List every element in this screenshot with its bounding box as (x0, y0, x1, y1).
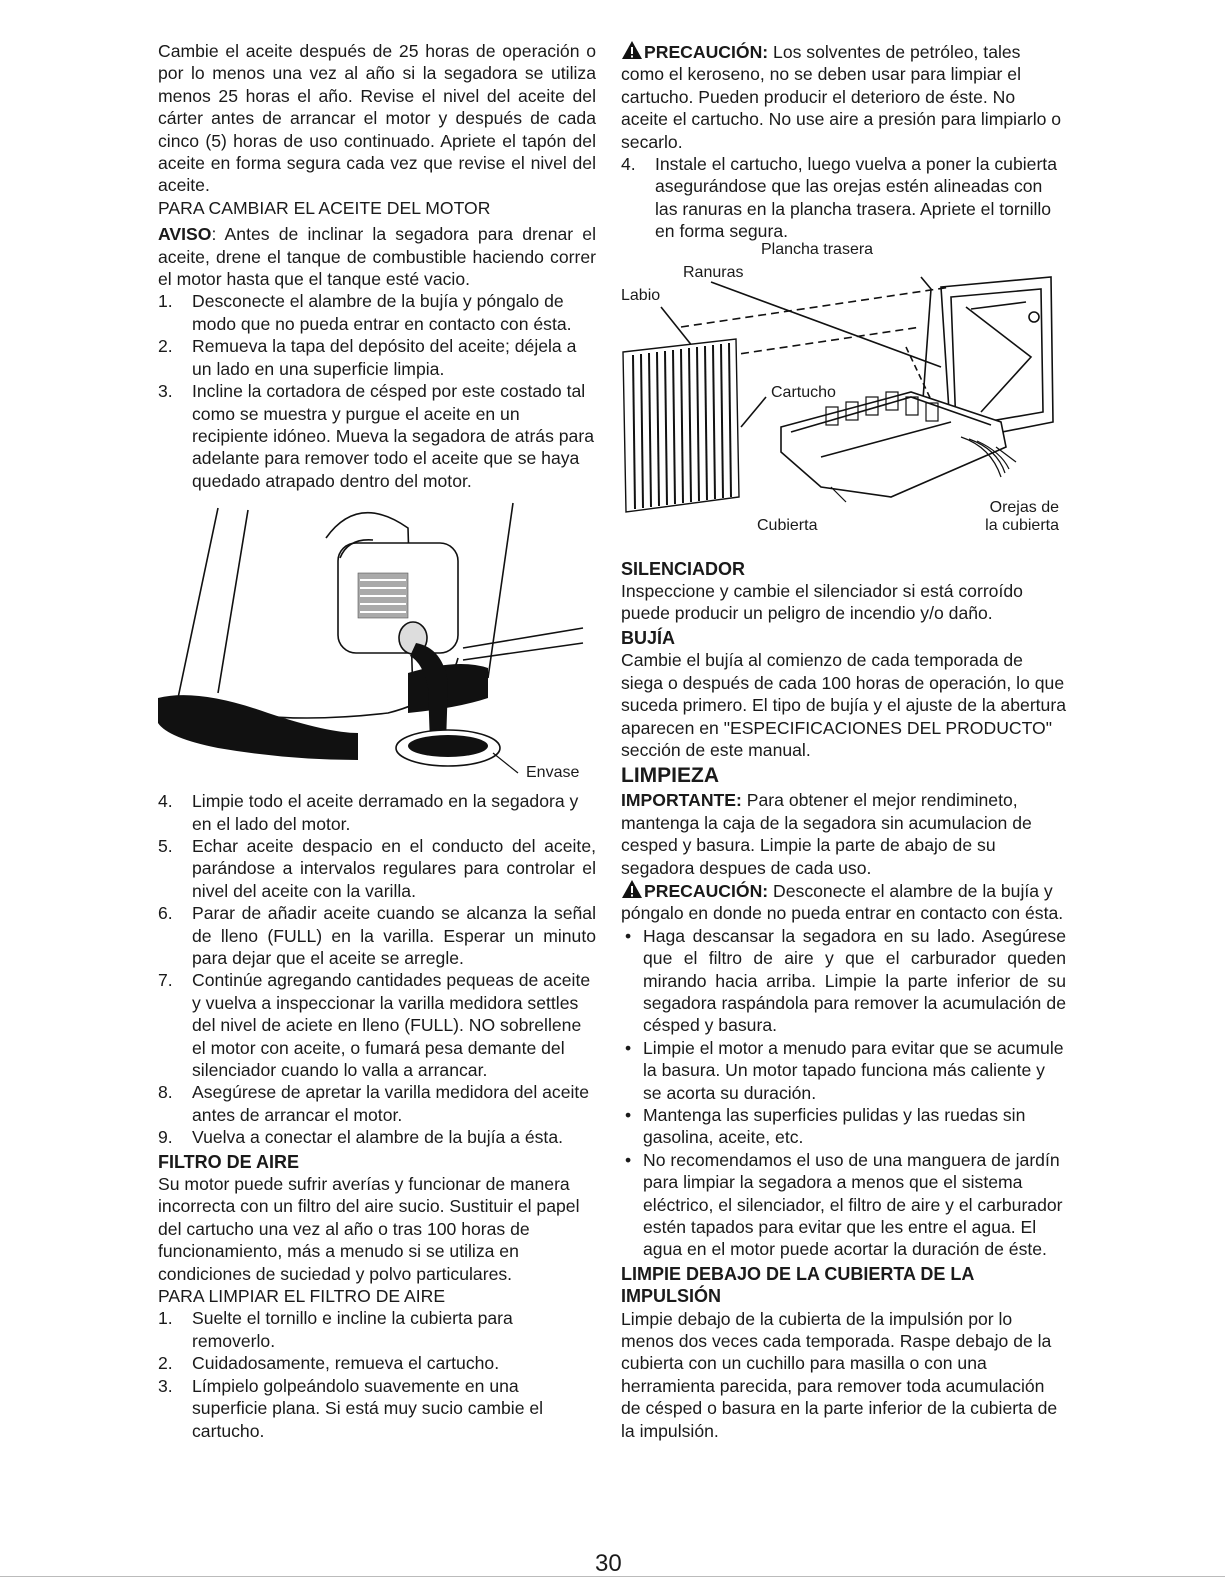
bullet-text: Limpie el motor a menudo para evitar que se acumule la basura. Un motor tapado funciona más caliente y se acorta su duración. (643, 1037, 1064, 1103)
warning-icon (621, 40, 643, 60)
step-text: Cuidadosamente, remueva el cartucho. (192, 1353, 500, 1374)
step-number: 3. (158, 1375, 173, 1396)
page-number: 30 (595, 1550, 622, 1577)
step-number: 9. (158, 1127, 173, 1148)
list-item (158, 969, 596, 1081)
oil-change-intro: Cambie el aceite después de 25 horas de operación o por lo menos una vez al año si la segadora se utiliza menos 25 horas el año. Revise el nivel del aceite del cárter antes de arrancar el motor y después de cada cinco (5) horas de uso continuado. Apriete el tapón del aceite en forma segura cada vez que revise el nivel del aceite. (158, 41, 596, 196)
list-item (158, 1307, 596, 1352)
list-item (158, 902, 596, 969)
oil-steps-list-b (158, 790, 596, 1149)
cover-label: Cubierta (757, 516, 818, 534)
list-item (158, 1375, 596, 1442)
spark-plug-heading: BUJÍA (621, 627, 676, 648)
list-item (621, 925, 1066, 1037)
muffler-heading: SILENCIADOR (621, 558, 746, 579)
step-text: Echar aceite despacio en el conducto del aceite, parándose a intervalos regulares para controlar el nivel del aceite con la varilla. (192, 835, 596, 901)
list-item (158, 790, 596, 835)
filter-steps-list (158, 1307, 596, 1441)
list-item (158, 290, 596, 335)
muffler-text: Inspeccione y cambie el silenciador si está corroído puede producir un peligro de incendio y/o daño. (621, 581, 1023, 624)
important-text: Para obtener el mejor rendimineto, mantenga la caja de la segadora sin acumulacion de cesped y basura. Limpie la parte de abajo de su segadora despues de cada uso. (621, 790, 1032, 878)
slots-label: Ranuras (683, 263, 744, 281)
step-text: Límpielo golpeándolo suavemente en una superficie plana. Si está muy sucio cambie el cartucho. (192, 1375, 544, 1441)
bullet-icon: • (625, 1037, 632, 1058)
step-number: 4. (158, 791, 173, 812)
list-item (158, 835, 596, 902)
step-text: Desconecte el alambre de la bujía y póngalo de modo que no pueda entrar en contacto con ésta. (192, 291, 572, 334)
caution-label: PRECAUCIÓN: (644, 880, 769, 901)
bottom-divider (0, 1576, 1225, 1577)
caution-paragraph-1 (621, 40, 1066, 153)
container-label: Envase (526, 764, 580, 782)
filter-steps-list-2 (621, 153, 1066, 243)
lip-label: Labio (621, 286, 661, 304)
list-item (158, 380, 596, 492)
step-text: Continúe agregando cantidades pequeas de aceite y vuelva a inspeccionar la varilla medidora settles del nivel de aciete en lleno (FULL). NO sobrellene el motor con aceite, o fumará pesa demante del silenciador cuando lo valla a arrancar. (192, 970, 591, 1080)
step-text: Incline la cortadora de césped por este costado tal como se muestra y purgue el aceite en un recipiente idóneo. Mueva la segadora de atrás para adelante para remover todo el aceite que se haya quedado atrapado dentro del motor. (192, 381, 594, 491)
step-text: Vuelva a conectar el alambre de la bujía a ésta. (192, 1127, 563, 1148)
list-item (158, 1352, 596, 1374)
back-plate-label: Plancha trasera (761, 240, 874, 258)
cover-tabs-label-line1: Orejas de (989, 498, 1059, 516)
caution-text: Desconecte el alambre de la bujía y póngalo en donde no pueda entrar en contacto con ésta. (621, 880, 1064, 924)
list-item (621, 1037, 1066, 1104)
cleaning-bullets (621, 925, 1066, 1261)
bullet-text: Mantenga las superficies pulidas y las ruedas sin gasolina, aceite, etc. (643, 1105, 1026, 1148)
important-label: IMPORTANTE: (621, 790, 742, 811)
important-paragraph (621, 789, 1066, 879)
step-text: Limpie todo el aceite derramado en la segadora y en el lado del motor. (192, 791, 579, 834)
oil-drain-illustration (158, 498, 588, 786)
list-item (158, 335, 596, 380)
list-item (158, 1081, 596, 1126)
bullet-text: No recomendamos el uso de una manguera de jardín para limpiar la segadora a menos que el sistema eléctrico, el silenciador, el filtro de aire y el carburador estén tapados para evitar que les entre el agua. El agua en el motor puede acortar la duración de éste. (643, 1149, 1063, 1260)
step-number: 4. (621, 154, 636, 175)
step-text: Instale el cartucho, luego vuelva a poner la cubierta asegurándose que las orejas estén alineadas con las ranuras en la plancha trasera. Apriete el tornillo en forma segura. (655, 154, 1057, 242)
notice-paragraph (158, 223, 596, 290)
list-item (621, 153, 1066, 243)
step-number: 7. (158, 970, 173, 991)
step-number: 8. (158, 1082, 173, 1103)
air-filter-heading: FILTRO DE AIRE (158, 1151, 299, 1172)
caution-label: PRECAUCIÓN: (644, 42, 769, 62)
notice-label: AVISO (158, 224, 212, 245)
step-text: Remueva la tapa del depósito del aceite; déjela a un lado en una superficie limpia. (192, 336, 577, 379)
cover-tabs-label-line2: la cubierta (985, 516, 1059, 534)
step-number: 3. (158, 381, 173, 402)
oil-drain-figure (158, 498, 588, 786)
step-number: 1. (158, 1308, 173, 1329)
air-filter-figure (621, 240, 1061, 552)
cartridge-label: Cartucho (771, 383, 836, 401)
left-column (158, 40, 596, 1442)
clean-filter-heading: PARA LIMPIAR EL FILTRO DE AIRE (158, 1286, 446, 1307)
step-text: Suelte el tornillo e incline la cubierta para removerlo. (192, 1308, 513, 1351)
deck-cleaning-text: Limpie debajo de la cubierta de la impulsión por lo menos dos veces cada temporada. Raspe debajo de la cubierta con un cuchillo para masilla o con una herramienta parecida, para remover toda acumulación de césped o basura en la parte inferior de la cubierta de la impulsión. (621, 1308, 1058, 1441)
bullet-icon: • (625, 925, 632, 946)
deck-cleaning-heading: LIMPIE DEBAJO DE LA CUBIERTA DE LA IMPULSIÓN (621, 1263, 974, 1307)
step-number: 2. (158, 336, 173, 357)
step-number: 2. (158, 1353, 173, 1374)
bullet-icon: • (625, 1105, 632, 1125)
spark-plug-text: Cambie el bujía al comienzo de cada temporada de siega o después de cada 100 horas de operación, lo que suceda primero. El tipo de bujía y el ajuste de la abertura aparecen en "ESPECIFICACIONES DEL PRODUCTO" sección de este manual. (621, 650, 1066, 760)
step-number: 5. (158, 835, 173, 856)
step-text: Asegúrese de apretar la varilla medidora del aceite antes de arrancar el motor. (192, 1082, 590, 1125)
cleaning-heading: LIMPIEZA (621, 764, 719, 788)
caution-text: Los solventes de petróleo, tales como el keroseno, no se deben usar para limpiar el cartucho. Pueden producir el deterioro de éste. No aceite el cartucho. No use aire a presión para limpiarlo o secarlo. (621, 42, 1062, 152)
oil-steps-list-a (158, 290, 596, 492)
warning-icon (621, 879, 643, 899)
list-item (158, 1126, 596, 1148)
change-oil-heading: PARA CAMBIAR EL ACEITE DEL MOTOR (158, 197, 491, 218)
list-item (621, 1149, 1066, 1261)
caution-paragraph-2 (621, 879, 1066, 925)
step-number: 1. (158, 291, 173, 312)
air-filter-text: Su motor puede sufrir averías y funcionar de manera incorrecta con un filtro del aire sucio. Sustituir el papel del cartucho una vez al año o tras 100 horas de funcionamiento, más a menudo si se utiliza en condiciones de suciedad y polvo particulares. (158, 1174, 580, 1284)
list-item (621, 1104, 1066, 1149)
bullet-icon: • (625, 1149, 632, 1170)
step-number: 6. (158, 903, 173, 924)
bullet-text: Haga descansar la segadora en su lado. Asegúrese que el filtro de aire y que el carburador queden mirando hacia arriba. Limpie la parte inferior de su segadora raspándola para remover la acumulación de césped y basura. (643, 925, 1066, 1036)
step-text: Parar de añadir aceite cuando se alcanza la señal de lleno (FULL) en la varilla. Esperar un minuto para dejar que el aceite se arregle. (192, 903, 596, 968)
notice-text: : Antes de inclinar la segadora para drenar el aceite, drene el tanque de combustible haciendo correr el motor hasta que el tanque esté vacio. (158, 224, 596, 290)
right-column (621, 40, 1066, 1442)
